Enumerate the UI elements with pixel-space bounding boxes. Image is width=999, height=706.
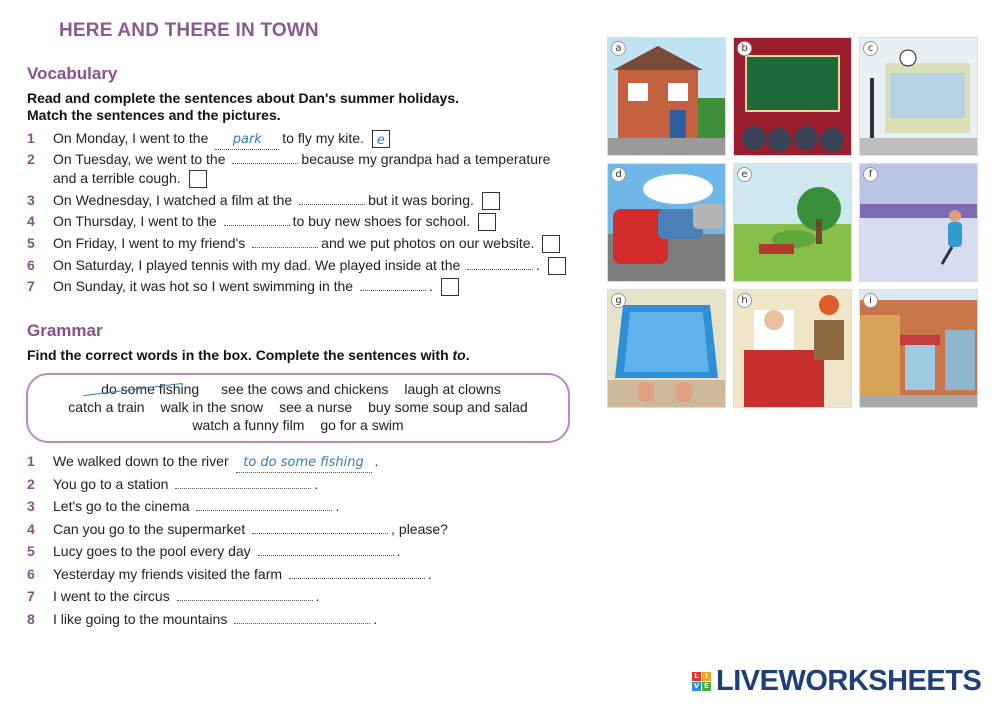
vocab-sentence-2-cont: and a terrible cough. xyxy=(27,169,207,188)
vocab-answer-2[interactable] xyxy=(232,150,298,164)
liveworksheets-logo xyxy=(692,665,988,699)
vocabulary-instruction-2: Match the sentences and the pictures. xyxy=(27,107,281,123)
word-box-phrase: see a nurse xyxy=(279,399,353,415)
page-title: HERE AND THERE IN TOWN xyxy=(59,20,319,41)
vocab-sentence-1: 1 On Monday, I went to the park to fly my kite. e xyxy=(27,129,390,150)
word-box-phrase: see the cows and chickens xyxy=(221,381,389,397)
ice-rink-picture-icon: f xyxy=(859,163,978,282)
vocab-sentence-7: 7 On Sunday, it was hot so I went swimming in the . xyxy=(27,277,459,296)
match-box-4[interactable] xyxy=(478,213,496,231)
vocab-answer-3[interactable] xyxy=(299,191,365,205)
grammar-answer-3[interactable] xyxy=(196,497,332,511)
grammar-answer-7[interactable] xyxy=(177,587,313,601)
vocab-sentence-4: 4 On Thursday, I went to the to buy new shoes for school. xyxy=(27,212,496,231)
word-box-row-1 xyxy=(28,381,568,397)
house-picture-icon: a xyxy=(607,37,726,156)
vocab-answer-6[interactable] xyxy=(467,256,533,270)
match-box-2[interactable] xyxy=(189,170,207,188)
grammar-answer-8[interactable] xyxy=(234,610,370,624)
vocab-sentence-2: 2 On Tuesday, we went to the because my grandpa had a temperature xyxy=(27,151,551,167)
vocab-answer-5[interactable] xyxy=(252,234,318,248)
vocabulary-heading: Vocabulary xyxy=(27,64,118,83)
grammar-sentence-2: 2 You go to a station . xyxy=(27,476,319,492)
vocab-answer-4[interactable] xyxy=(224,212,290,226)
cinema-picture-icon: b xyxy=(733,37,852,156)
shops-picture-icon: i xyxy=(859,289,978,408)
logo-grid-icon: L I V E xyxy=(692,672,712,692)
word-box-phrase: buy some soup and salad xyxy=(368,399,528,415)
word-box-phrase: walk in the snow xyxy=(160,399,264,415)
hospital-picture-icon: h xyxy=(733,289,852,408)
grammar-sentence-7: 7 I went to the circus . xyxy=(27,588,320,604)
match-box-6[interactable] xyxy=(548,257,566,275)
grammar-answer-4[interactable] xyxy=(252,520,388,534)
park-picture-icon: e xyxy=(733,163,852,282)
word-box-phrase: catch a train xyxy=(68,399,145,415)
grammar-answer-1[interactable]: to do some fishing xyxy=(236,452,372,473)
vocab-answer-1[interactable]: park xyxy=(215,129,279,150)
grammar-sentence-4: 4 Can you go to the supermarket , please? xyxy=(27,521,448,537)
grammar-sentence-1: 1 We walked down to the river to do some fishing . xyxy=(27,452,378,473)
word-box-phrase: go for a swim xyxy=(320,417,404,433)
vocab-sentence-6: 6 On Saturday, I played tennis with my dad. We played inside at the . xyxy=(27,256,566,275)
vocab-sentence-3: 3 On Wednesday, I watched a film at the but it was boring. xyxy=(27,191,500,210)
grammar-sentence-6: 6 Yesterday my friends visited the farm . xyxy=(27,566,432,582)
match-box-7[interactable] xyxy=(441,278,459,296)
word-box-row-2 xyxy=(28,399,568,415)
match-box-5[interactable] xyxy=(542,235,560,253)
grammar-heading: Grammar xyxy=(27,321,103,340)
match-box-3[interactable] xyxy=(482,192,500,210)
word-box xyxy=(26,373,570,443)
grammar-answer-5[interactable] xyxy=(258,542,394,556)
traffic-picture-icon: d xyxy=(607,163,726,282)
word-box-row-3 xyxy=(28,417,568,433)
sports-centre-picture-icon: c xyxy=(859,37,978,156)
swimming-pool-picture-icon: g xyxy=(607,289,726,408)
vocab-sentence-5: 5 On Friday, I went to my friend's and we put photos on our website. xyxy=(27,234,560,253)
word-box-phrase-used: do some fishing xyxy=(95,381,205,397)
grammar-sentence-8: 8 I like going to the mountains . xyxy=(27,611,378,627)
word-box-phrase: laugh at clowns xyxy=(404,381,501,397)
match-box-1[interactable]: e xyxy=(372,130,390,148)
vocab-answer-7[interactable] xyxy=(360,277,426,291)
grammar-answer-6[interactable] xyxy=(289,565,425,579)
grammar-instruction: Find the correct words in the box. Complete the sentences with to. xyxy=(27,347,470,363)
word-box-phrase: watch a funny film xyxy=(192,417,305,433)
grammar-answer-2[interactable] xyxy=(175,475,311,489)
grammar-sentence-5: 5 Lucy goes to the pool every day . xyxy=(27,543,401,559)
grammar-sentence-3: 3 Let's go to the cinema . xyxy=(27,498,340,514)
vocabulary-instruction-1: Read and complete the sentences about Dan's summer holidays. xyxy=(27,90,460,106)
logo-text: LIVEWORKSHEETS xyxy=(716,665,982,697)
